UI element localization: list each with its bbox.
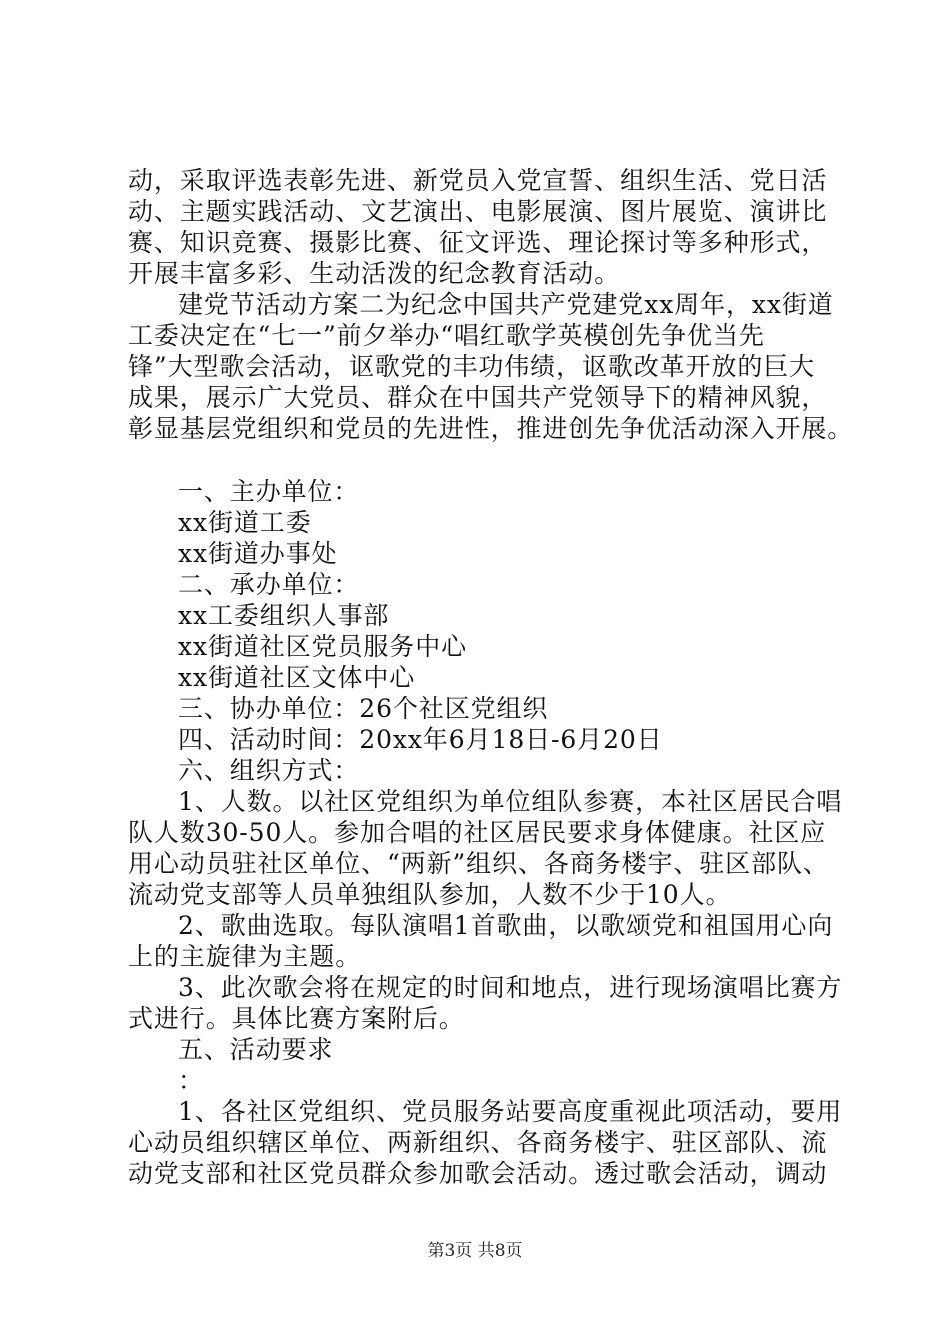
text-line: 成果，展示广大党员、群众在中国共产党领导下的精神风貌， — [128, 383, 828, 412]
section-heading: 一、主办单位： — [178, 477, 360, 506]
text-line: 式进行。具体比赛方案附后。 — [128, 1004, 465, 1033]
text-line: 开展丰富多彩、生动活泼的纪念教育活动。 — [128, 259, 621, 288]
section-heading: 五、活动要求 — [178, 1035, 334, 1064]
text-line: 建党节活动方案二为纪念中国共产党建党xx周年，xx街道 — [178, 290, 834, 319]
text-line: xx街道社区党员服务中心 — [178, 632, 467, 661]
text-line: xx街道工委 — [178, 508, 312, 537]
paragraph-gap — [128, 444, 838, 476]
text-line: 1、各社区党组织、党员服务站要高度重视此项活动，要用 — [178, 1097, 843, 1126]
text-line: 用心动员驻社区单位、“两新”组织、各商务楼宇、驻区部队、 — [128, 849, 829, 878]
text-line: 动、主题实践活动、文艺演出、电影展演、图片展览、演讲比 — [128, 197, 828, 226]
text-line: xx工委组织人事部 — [178, 601, 390, 630]
page-number-footer: 第3页 共8页 — [427, 1241, 523, 1261]
text-line: 彰显基层党组织和党员的先进性，推进创先争优活动深入开展。 — [128, 414, 854, 443]
text-line: 流动党支部等人员单独组队参加，人数不少于10人。 — [128, 880, 732, 909]
text-line: 锋”大型歌会活动，讴歌党的丰功伟绩，讴歌改革开放的巨大 — [128, 352, 816, 381]
text-line: 2、歌曲选取。每队演唱1首歌曲，以歌颂党和祖国用心向 — [178, 911, 834, 940]
text-line: ： — [178, 1066, 204, 1095]
section-heading: 六、组织方式： — [178, 756, 360, 785]
section-heading: 四、活动时间：20xx年6月18日-6月20日 — [178, 725, 663, 754]
text-line: 队人数30-50人。参加合唱的社区居民要求身体健康。社区应 — [128, 818, 827, 847]
text-line: 1、人数。以社区党组织为单位组队参赛，本社区居民合唱 — [178, 787, 843, 816]
text-line: 3、此次歌会将在规定的时间和地点，进行现场演唱比赛方 — [178, 973, 843, 1002]
document-body — [128, 165, 854, 1189]
text-line: 动党支部和社区党员群众参加歌会活动。透过歌会活动，调动 — [128, 1159, 828, 1188]
text-line: 赛、知识竞赛、摄影比赛、征文评选、理论探讨等多种形式， — [128, 228, 828, 257]
text-line: 心动员组织辖区单位、两新组织、各商务楼宇、驻区部队、流 — [128, 1128, 828, 1157]
text-line: 工委决定在“七一”前夕举办“唱红歌学英模创先争优当先 — [128, 321, 765, 350]
section-heading: 三、协办单位：26个社区党组织 — [178, 694, 549, 723]
section-heading: 二、承办单位： — [178, 570, 360, 599]
text-line: 动，采取评选表彰先进、新党员入党宣誓、组织生活、党日活 — [128, 166, 828, 195]
text-line: 上的主旋律为主题。 — [128, 942, 362, 971]
text-line: xx街道社区文体中心 — [178, 663, 416, 692]
text-line: xx街道办事处 — [178, 539, 338, 568]
